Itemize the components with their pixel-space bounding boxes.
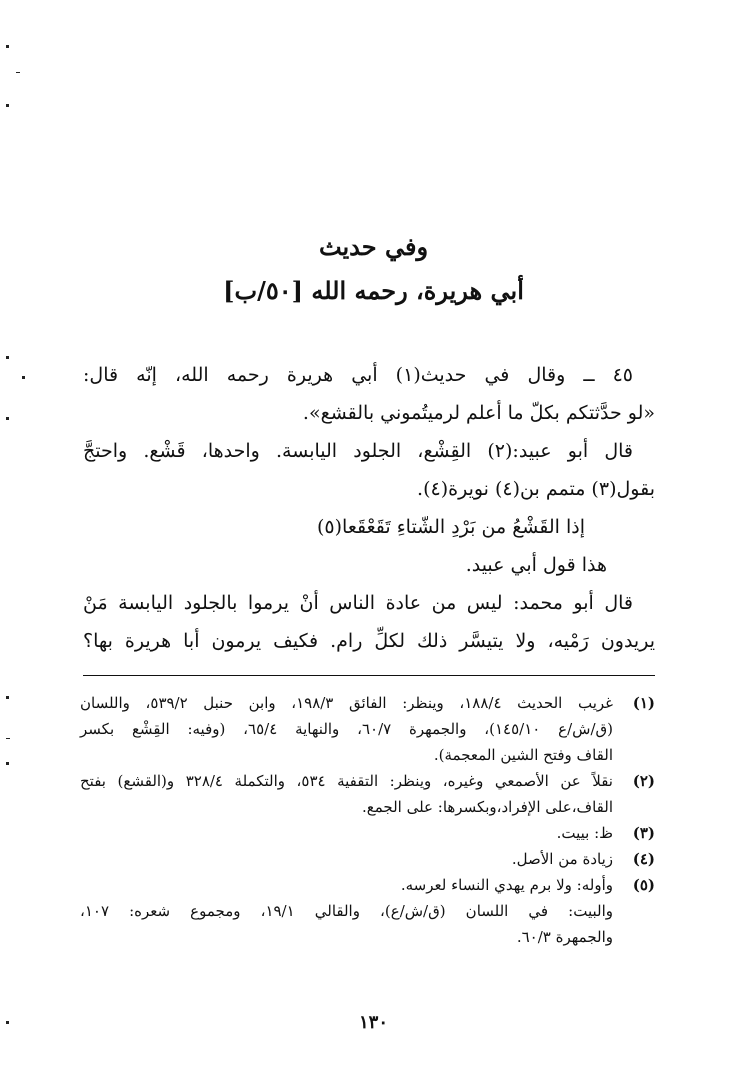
scan-mark xyxy=(6,762,9,765)
text-line: قال أبو عبيد:(٢) القِشْع، الجلود اليابسة. واحدها، قَشْع. واحتجَّ xyxy=(83,440,633,462)
text-line: «لو حدَّثتكم بكلّ ما أعلم لرميتُموني بالقشع». xyxy=(302,402,655,424)
footnote xyxy=(80,768,655,820)
footnote-continuation xyxy=(80,898,655,950)
footnote-separator xyxy=(83,675,655,676)
footnote-line: ظ: بييت. xyxy=(556,824,613,842)
section-subheading: أبي هريرة، رحمه الله [٥٠/ب] xyxy=(223,276,524,305)
footnote-line: غريب الحديث ١٨٨/٤، وينظر: الفائق ١٩٨/٣، وابن حنبل ٥٣٩/٢، واللسان xyxy=(80,694,613,712)
footnote-line: (ق/ش/ع ١٤٥/١٠)، والجمهرة ٦٠/٧، والنهاية ٦٥/٤، (وفيه: القِشْع بكسر xyxy=(80,720,613,738)
text-line: يريدون رَمْيه، ولا يتيسَّر ذلك لكلِّ رام. فكيف يرمون أبا هريرة بها؟ xyxy=(83,630,655,652)
footnote xyxy=(80,820,655,846)
poem-verse: إذا القَشْعُ من بَرْدِ الشّتاءِ تَقَعْقَعا(٥) xyxy=(317,516,585,538)
section-heading: وفي حديث xyxy=(318,232,429,261)
footnote xyxy=(80,690,655,768)
scan-mark xyxy=(6,417,9,420)
scan-mark xyxy=(6,738,10,739)
text-line: قال أبو محمد: ليس من عادة الناس أنْ يرموا بالجلود اليابسة مَنْ xyxy=(83,592,633,614)
footnote-line: زيادة من الأصل. xyxy=(511,850,613,868)
scan-mark xyxy=(6,696,9,699)
footnote xyxy=(80,872,655,898)
text-line: بقول(٣) متمم بن(٤) نويرة(٤). xyxy=(417,478,655,500)
footnote-line: والجمهرة ٦٠/٣. xyxy=(516,928,613,946)
scan-mark xyxy=(6,45,9,48)
footnote xyxy=(80,846,655,872)
scan-mark xyxy=(16,72,20,73)
scan-mark xyxy=(6,356,9,359)
footnote-line: نقلاً عن الأصمعي وغيره، وينظر: التقفية ٥٣٤، والتكملة ٣٢٨/٤ و(القشع) بفتح xyxy=(80,772,613,790)
footnote-line: القاف،على الإفراد،وبكسرها: على الجمع. xyxy=(361,798,613,816)
scan-mark xyxy=(22,376,25,379)
text-line: هذا قول أبي عبيد. xyxy=(465,554,607,576)
footnote-number: (٥) xyxy=(632,876,655,894)
footnote-number: (٤) xyxy=(632,850,655,868)
main-text xyxy=(83,356,655,660)
text-line: ٤٥ ــ وقال في حديث(١) أبي هريرة رحمه الله، إنّه قال: xyxy=(83,364,634,386)
page-number: ١٣٠ xyxy=(358,1012,388,1033)
footnote-number: (١) xyxy=(632,694,655,712)
footnote-number: (٣) xyxy=(632,824,655,842)
footnote-line: وأوله: ولا برم يهدي النساء لعرسه. xyxy=(400,876,613,894)
footnote-line: القاف وفتح الشين المعجمة). xyxy=(433,746,613,764)
footnote-number: (٢) xyxy=(632,772,655,790)
scan-mark xyxy=(6,104,9,107)
footnotes xyxy=(80,690,655,950)
footnote-line: والبيت: في اللسان (ق/ش/ع)، والقالي ١٩/١، ومجموع شعره: ١٠٧، xyxy=(80,902,613,920)
